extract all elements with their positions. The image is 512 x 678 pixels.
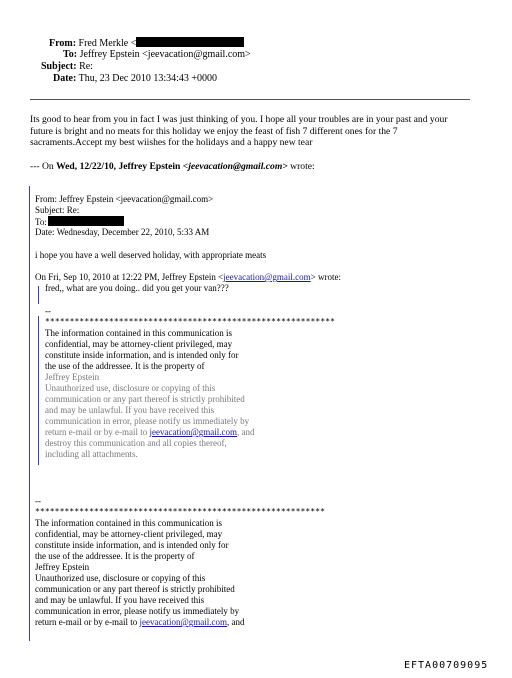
- disclaimer-line: Jeffrey Epstein: [45, 372, 100, 382]
- reply-suffix: wrote:: [287, 161, 315, 172]
- to-row: [63, 49, 251, 61]
- disclaimer-text: return e-mail or by e-mail to: [35, 617, 140, 627]
- body-line: future is bright and no meats for this holiday we enjoy the feast of fish 7 different ones for the 7: [30, 125, 398, 137]
- stars-separator: ***********************************************************: [45, 317, 336, 326]
- disclaimer-line: and may be unlawful. If you have received this: [35, 595, 205, 605]
- nested-message: fred,, what are you doing.. did you get your van???: [45, 283, 229, 293]
- header-divider: [30, 99, 470, 100]
- disclaimer-line: confidential, may be attorney-client privileged, may: [45, 339, 233, 349]
- disclaimer-line: and may be unlawful. If you have received this: [45, 405, 215, 415]
- quote-bar-nested: [38, 286, 39, 304]
- reply-prefix: --- On: [30, 161, 57, 172]
- disclaimer-1: [45, 328, 254, 460]
- signature-dashes: --: [35, 496, 41, 506]
- quoted-on-line: [35, 272, 341, 283]
- from-value: Fred Merkle <: [78, 38, 137, 49]
- disclaimer-text: , and: [226, 617, 245, 627]
- disclaimer-line: The information contained in this communication is: [45, 328, 232, 338]
- reply-address: <jeevacation@gmail.com>: [182, 161, 288, 172]
- disclaimer-text: return e-mail or by e-mail to: [45, 427, 150, 437]
- to-value: Jeffrey Epstein <jeevacation@gmail.com>: [79, 49, 251, 60]
- email-link[interactable]: jeevacation@gmail.com: [149, 427, 237, 437]
- email-link[interactable]: jeevacation@gmail.com: [223, 272, 311, 282]
- quote-bar-disclaimer: [38, 316, 39, 465]
- stars-separator: ***********************************************************: [35, 507, 326, 516]
- on-suffix: > wrote:: [310, 272, 341, 282]
- disclaimer-line: constitute inside information, and is intended only for: [35, 540, 229, 550]
- body-line: Its good to hear from you in fact I was just thinking of you. I hope all your troubles are in your past and your: [30, 114, 448, 125]
- date-label: Date:: [53, 73, 77, 84]
- disclaimer-2: [35, 518, 244, 628]
- body-line: sacraments.Accept my best wiishes for the holidays and a happy new tear: [30, 137, 313, 148]
- quoted-message: i hope you have a well deserved holiday, with appropriate meats: [35, 250, 267, 260]
- subject-row: [41, 61, 93, 73]
- disclaimer-line: destroy this communication and all copies thereof,: [45, 438, 227, 448]
- on-prefix: On Fri, Sep 10, 2010 at 12:22 PM, Jeffrey Epstein <: [35, 272, 224, 282]
- disclaimer-line: communication in error, please notify us immediately by: [45, 416, 250, 426]
- disclaimer-line: The information contained in this communication is: [35, 518, 222, 528]
- quoted-subject: Subject: Re:: [35, 205, 80, 215]
- quoted-from: From: Jeffrey Epstein <jeevacation@gmail.com>: [35, 194, 214, 204]
- disclaimer-line: communication or any part thereof is strictly prohibited: [45, 394, 245, 404]
- quoted-to-label: To:: [35, 217, 47, 227]
- reply-when: Wed, 12/22/10, Jeffrey Epstein: [56, 161, 183, 172]
- disclaimer-line: constitute inside information, and is intended only for: [45, 350, 239, 360]
- disclaimer-line: confidential, may be attorney-client privileged, may: [35, 529, 223, 539]
- email-link[interactable]: jeevacation@gmail.com: [139, 617, 227, 627]
- signature-dashes: --: [45, 306, 51, 316]
- from-label: From:: [49, 38, 77, 49]
- disclaimer-line: the use of the addressee. It is the property of: [45, 361, 205, 371]
- to-label: To:: [63, 49, 78, 60]
- disclaimer-text: , and: [236, 427, 255, 437]
- date-row: [53, 73, 217, 85]
- disclaimer-line: the use of the addressee. It is the property of: [35, 551, 195, 561]
- disclaimer-line: Jeffrey Epstein: [35, 562, 90, 572]
- reply-header: [30, 161, 315, 173]
- disclaimer-line: Unauthorized use, disclosure or copying of this: [45, 383, 216, 393]
- bates-number: EFTA00709095: [404, 660, 489, 671]
- disclaimer-line: communication in error, please notify us immediately by: [35, 606, 240, 616]
- disclaimer-line: communication or any part thereof is strictly prohibited: [35, 584, 235, 594]
- quoted-date: Date: Wednesday, December 22, 2010, 5:33 AM: [35, 227, 210, 237]
- subject-value: Re:: [79, 61, 93, 72]
- date-value: Thu, 23 Dec 2010 13:34:43 +0000: [78, 73, 218, 84]
- subject-label: Subject:: [41, 61, 77, 72]
- redaction-box: [136, 37, 244, 47]
- disclaimer-line: [35, 617, 244, 628]
- disclaimer-line: including all attachments.: [45, 449, 138, 459]
- disclaimer-line: [45, 427, 254, 438]
- quote-bar-outer: [29, 186, 30, 641]
- message-body: [30, 114, 490, 149]
- disclaimer-line: Unauthorized use, disclosure or copying of this: [35, 573, 206, 583]
- redaction-box: [48, 216, 124, 226]
